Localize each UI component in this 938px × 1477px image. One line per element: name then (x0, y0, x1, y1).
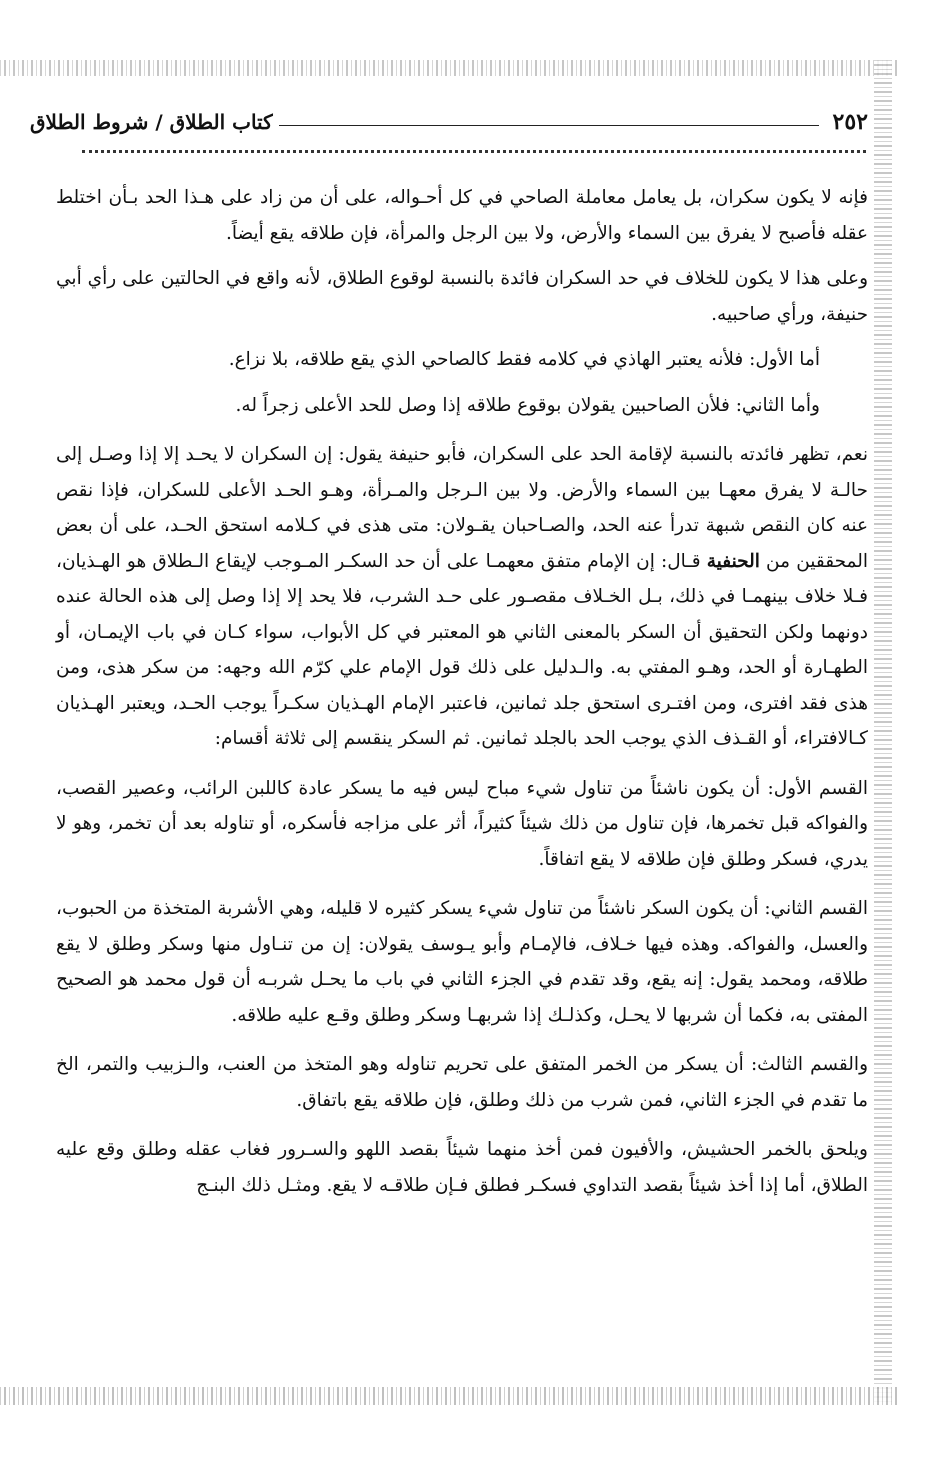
page-body (56, 180, 868, 1213)
paragraph-3: أما الأول: فلأنه يعتبر الهاذي في كلامه فقط كالصاحي الذي يقع طلاقه، بلا نزاع. (228, 349, 820, 370)
paragraph-7: القسم الثاني: أن يكون السكر ناشئاً من تناول شيء يسكر كثيره لا قليله، وهي الأشربة المتخذة من الحبوب، والعسل، والفواكه. وهذه فيها خـلاف، فالإمـام وأبو يـوسف يقولان: إن من تنـاول منها وسكر وطلق لا يقع طلاقه، ومحمد يقول: إنه يقع، وقد تقدم في الجزء الثاني في باب ما يحـل شربـه أن قول محمد هو الصحيح المفتى به، فكما أن شربها لا يحـل، وكذلـك إذا شربهـا وسكر وطلق وقـع عليه طلاقه. (56, 898, 868, 1026)
header-rule (279, 125, 819, 126)
paragraph-6: القسم الأول: أن يكون ناشئاً من تناول شيء مباح ليس فيه ما يسكر عادة كاللبن الرائب، وعصير القصب، والفواكه قبل تخمرها، فإن تناول من ذلك شيئاً كثيراً، أثر على مزاجه فأسكره، أو تناوله بعد أن تخمر، وهو لا يدري، فسكر وطلق فإن طلاقه لا يقع اتفاقاً. (56, 777, 868, 870)
book-title: كتاب الطلاق / شروط الطلاق (30, 110, 273, 134)
dotted-divider (82, 150, 866, 153)
paragraph-1: فإنه لا يكون سكران، بل يعامل معاملة الصاحي في كل أحـواله، على أن من زاد على هـذا الحد بـأن اختلط عقله فأصبح لا يفرق بين السماء والأرض، ولا بين الرجل والمرأة، فإن طلاقه يقع أيضاً. (56, 187, 868, 244)
paragraph-5 (56, 437, 868, 757)
paragraph-5-part-b: قـال: إن الإمام متفق معهمـا على أن حد السكـر المـوجب لإيقاع الـطلاق هو الهـذيان، فـلا خلاف بينهمـا في ذلك، بـل الخـلاف مقصـور على حـد الشرب، فلا يحد إلا إذا وصل إلى هذه الحالة عنده دونهما ولكن التحقيق أن السكر بالمعنى الثاني هو المعتبر في كل الأبواب، سواء كـان في باب الإيمـان، أو الطهـارة أو الحد، وهـو المفتي به. والـدليل على ذلك قول الإمام علي كرّم الله وجهه: من سكر هذى، ومن هذى فقد افترى، ومن افتـرى استحق جلد ثمانين، فاعتبر الإمام الهـذيان سكـراً يوجب الحـد، ويعتبر الهـذيان كـالافتراء، أو القـذف الذي يوجب الحد بالجلد ثمانين. ثم السكر ينقسم إلى ثلاثة أقسام: (56, 550, 868, 749)
page-header (30, 104, 868, 140)
paragraph-5-part-a: نعم، تظهر فائدته بالنسبة لإقامة الحد على السكران، فأبو حنيفة يقول: إن السكران لا يحـد إلا إذا وصـل إلى حالـة لا يفرق معهـا بين السماء والأرض. ولا بين الـرجل والمـرأة، وهـو الحـد الأعلى للسكران، فإذا نقص عنه كان النقص شبهة تدرأ عنه الحد، والصـاحبان يقـولان: متى هذى في كـلامه استحق الحـد، على أن بعض المحققين من (56, 444, 868, 572)
decorative-border-bottom (0, 1387, 900, 1405)
paragraph-2: وعلى هذا لا يكون للخلاف في حد السكران فائدة بالنسبة لوقوع الطلاق، لأنه واقع في الحالتين على رأي أبي حنيفة، ورأي صاحبيه. (56, 268, 868, 325)
decorative-border-top (0, 60, 900, 76)
paragraph-5-highlight: الحنفية (706, 550, 760, 572)
paragraph-8: والقسم الثالث: أن يسكر من الخمر المتفق على تحريم تناوله وهو المتخذ من العنب، والـزبيب والتمر، الخ ما تقدم في الجزء الثاني، فمن شرب من ذلك وطلق، فإن طلاقه يقع باتفاق. (56, 1054, 868, 1111)
page-number: ٢٥٢ (832, 109, 868, 135)
paragraph-9: ويلحق بالخمر الحشيش، والأفيون فمن أخذ منهما شيئاً بقصد اللهو والسـرور فغاب عقله وطلق وقع عليه الطلاق، أما إذا أخذ شيئاً بقصد التداوي فسكـر فطلق فـإن طلاقـه لا يقع. ومثـل ذلك البنـج (56, 1139, 868, 1196)
paragraph-4: وأما الثاني: فلأن الصاحبين يقولان بوقوع طلاقه إذا وصل للحد الأعلى زجراً له. (235, 394, 820, 416)
decorative-border-right (874, 60, 892, 1405)
